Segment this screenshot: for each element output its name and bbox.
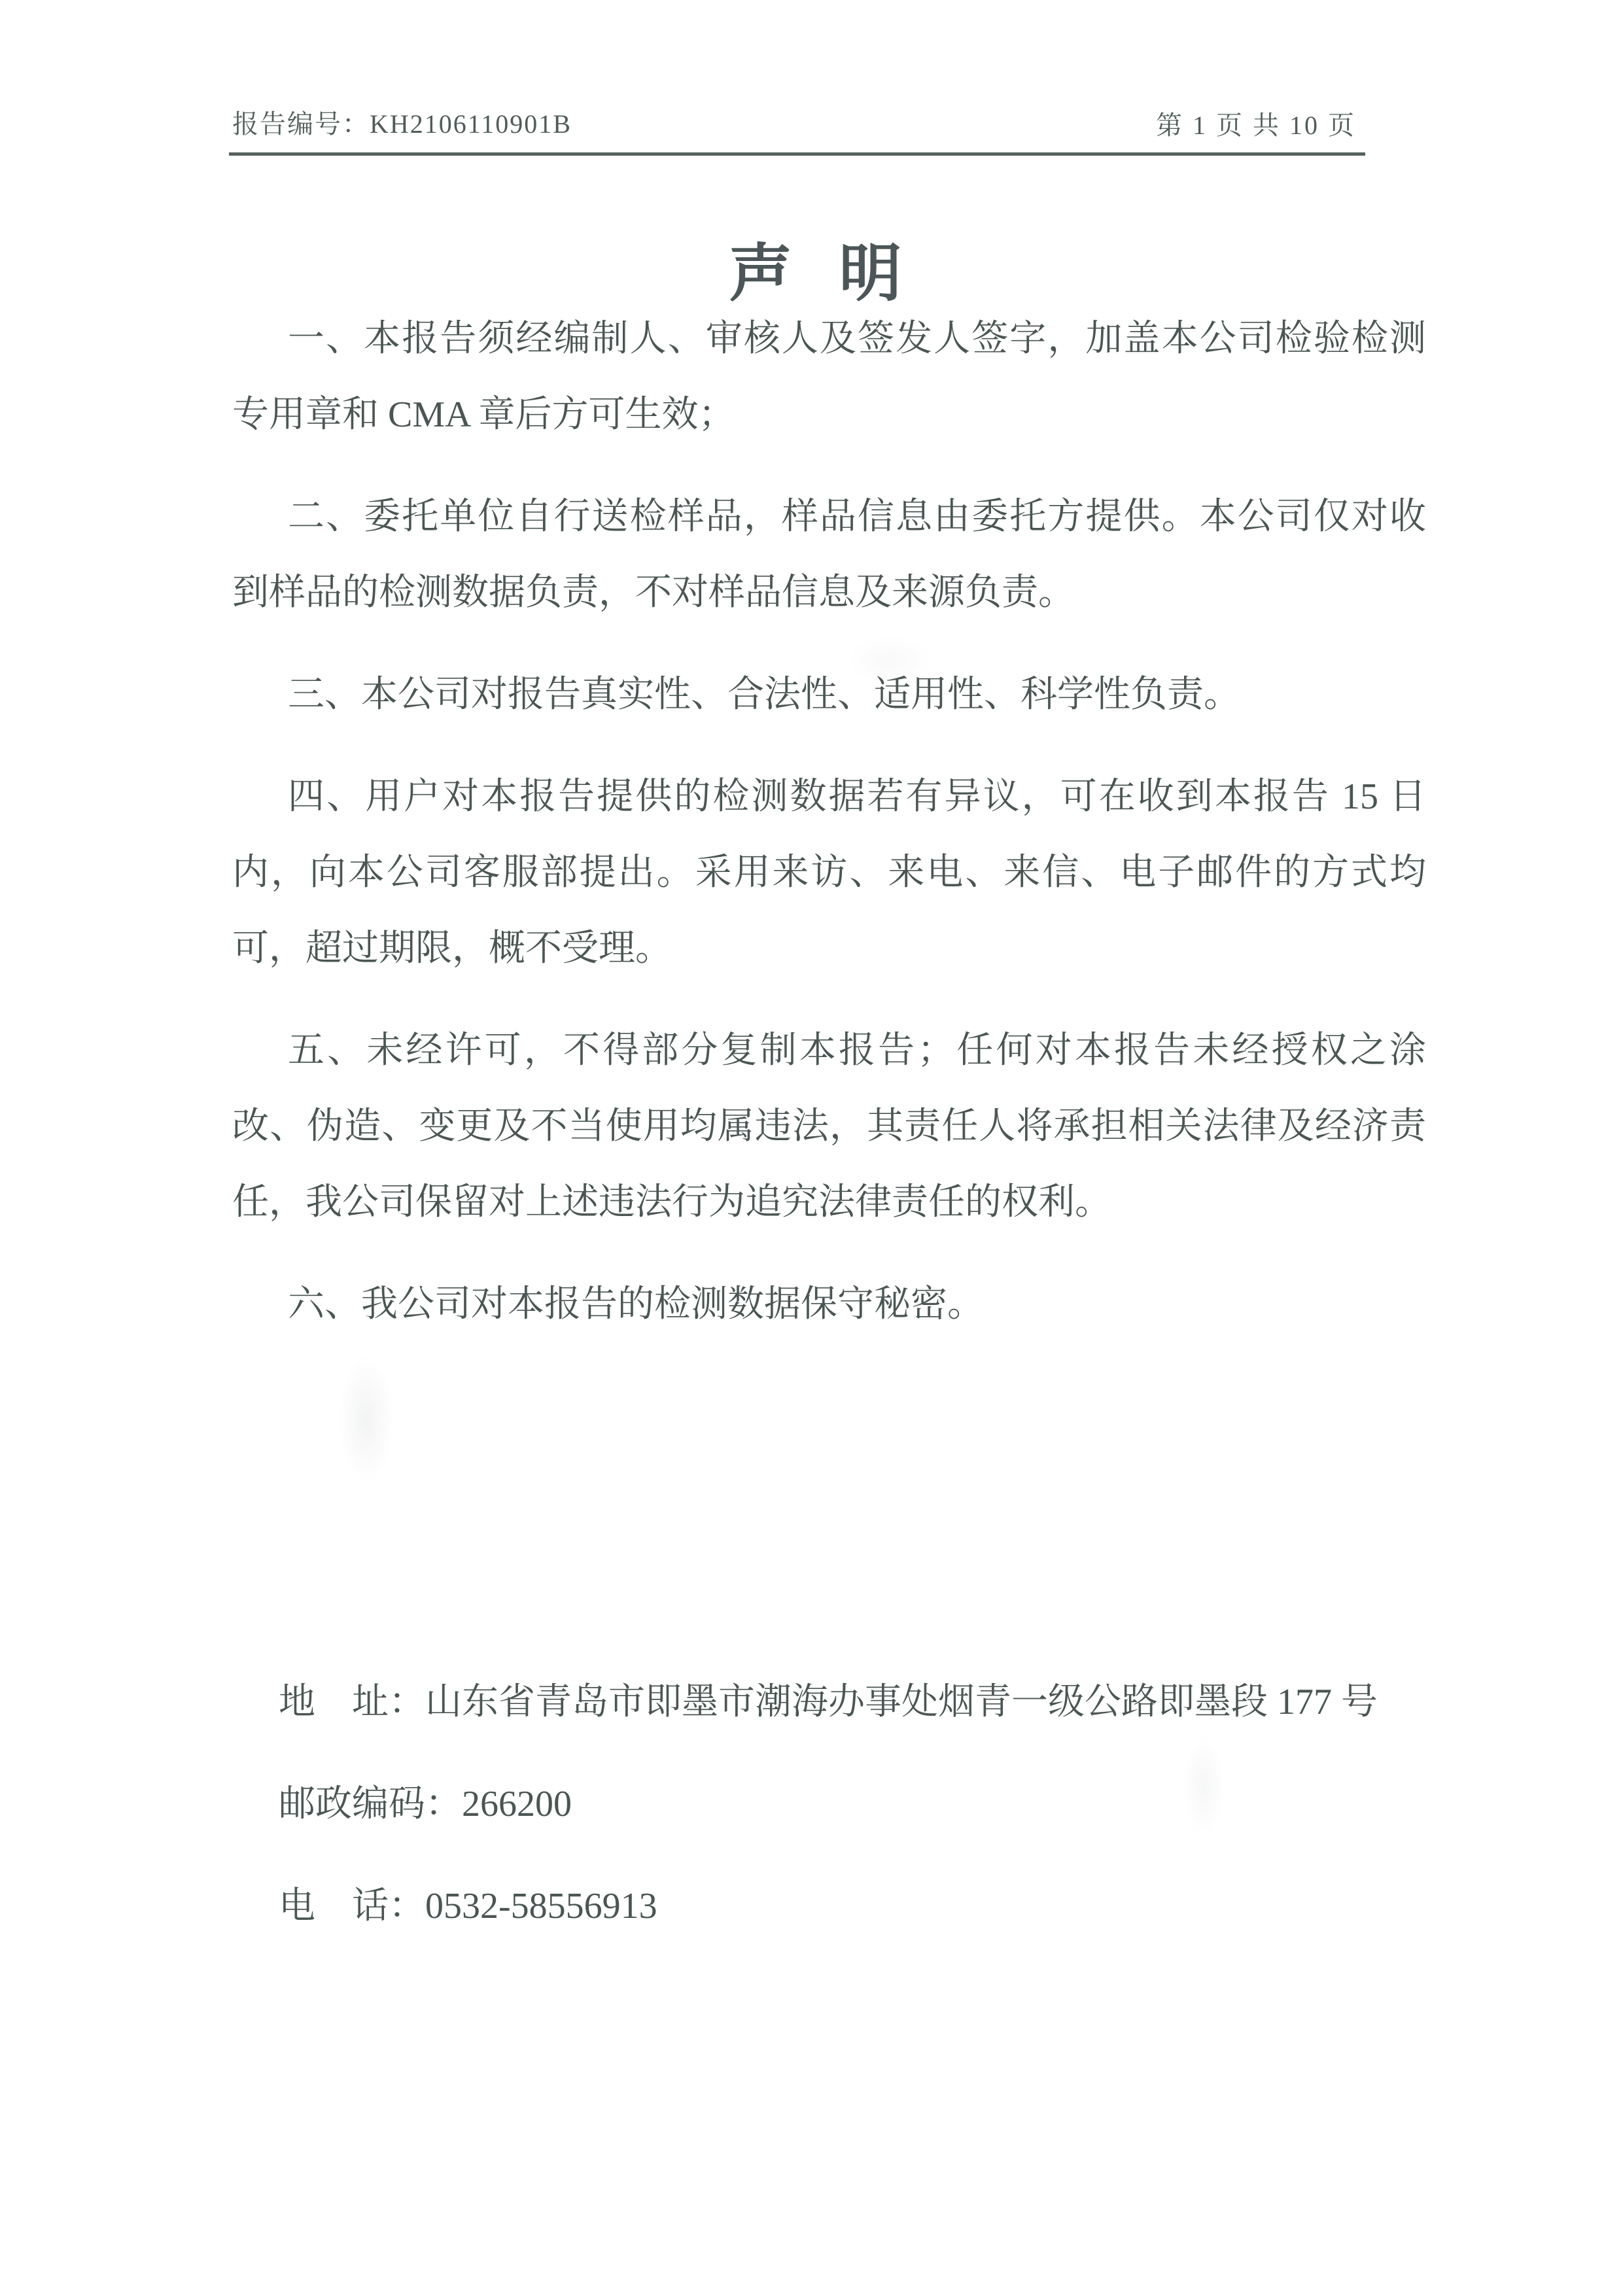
contact-address: 地 址：山东省青岛市即墨市潮海办事处烟青一级公路即墨段 177 号	[279, 1682, 1378, 1722]
report-number: 报告编号：KH2106110901B	[232, 109, 572, 139]
declaration-line: 三、本公司对报告真实性、合法性、适用性、科学性负责。	[288, 674, 1240, 715]
declaration-paragraph	[232, 759, 1426, 986]
declaration-paragraph	[232, 479, 1426, 631]
declaration-paragraph	[232, 657, 1426, 733]
declaration-paragraph	[232, 1266, 1426, 1342]
contact-block	[279, 1664, 1378, 1970]
declaration-line: 五、未经许可，不得部分复制本报告；任何对本报告未经授权之涂	[288, 1030, 1426, 1071]
declaration-line: 到样品的检测数据负责，不对样品信息及来源负责。	[232, 572, 1075, 613]
declaration-line: 二、委托单位自行送检样品，样品信息由委托方提供。本公司仅对收	[288, 496, 1426, 537]
declaration-line: 改、伪造、变更及不当使用均属违法，其责任人将承担相关法律及经济责	[232, 1106, 1426, 1147]
declaration-line: 任，我公司保留对上述违法行为追究法律责任的权利。	[232, 1182, 1111, 1223]
contact-phone: 电 话：0532-58556913	[279, 1886, 657, 1926]
declaration-line: 可，超过期限，概不受理。	[232, 928, 672, 969]
declaration-line: 一、本报告须经编制人、审核人及签发人签字，加盖本公司检验检测	[288, 319, 1426, 359]
header-divider	[229, 152, 1365, 156]
declaration-line: 四、用户对本报告提供的检测数据若有异议，可在收到本报告 15 日	[288, 776, 1426, 817]
declaration-body	[232, 301, 1426, 1368]
declaration-paragraph	[232, 301, 1426, 453]
declaration-line: 内，向本公司客服部提出。采用来访、来电、来信、电子邮件的方式均	[232, 852, 1426, 893]
contact-postal-code: 邮政编码：266200	[279, 1784, 572, 1824]
page-title: 声 明	[729, 239, 894, 309]
page-indicator: 第 1 页 共 10 页	[1156, 111, 1356, 140]
declaration-line: 专用章和 CMA 章后方可生效；	[232, 394, 735, 435]
declaration-line: 六、我公司对本报告的检测数据保守秘密。	[288, 1284, 984, 1325]
declaration-paragraph	[232, 1013, 1426, 1240]
